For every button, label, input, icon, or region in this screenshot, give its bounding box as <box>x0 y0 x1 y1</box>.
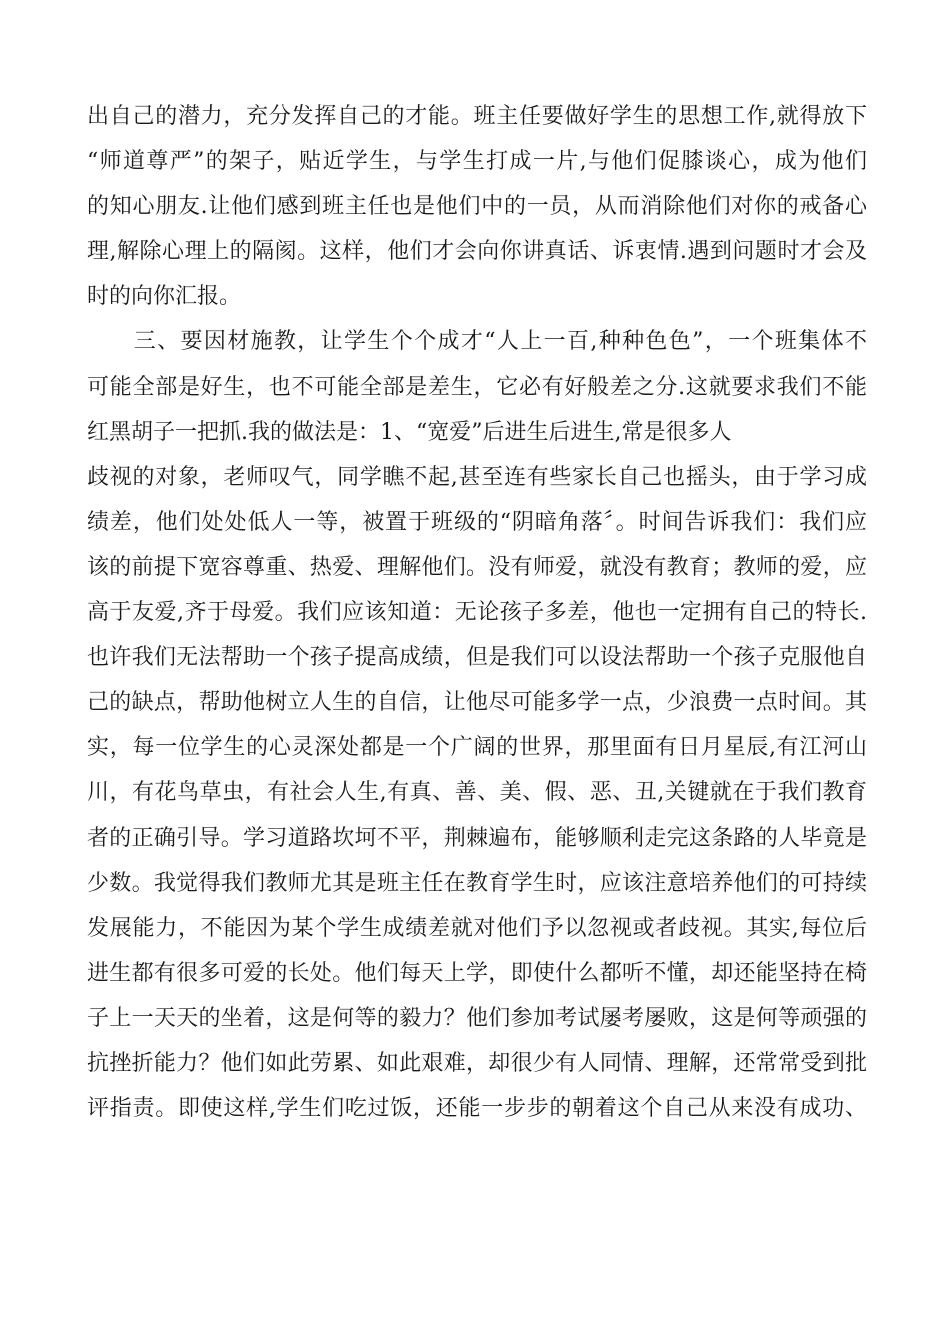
text-line: 也许我们无法帮助一个孩子提高成绩，但是我们可以设法帮助一个孩子克服他自 <box>87 645 867 671</box>
text-line: 理,解除心理上的隔阂。这样，他们才会向你讲真话、诉衷情.遇到问题时才会及 <box>87 239 867 265</box>
text-line: 子上一天天的坐着，这是何等的毅力？他们参加考试屡考屡败，这是何等顽强的 <box>87 1005 867 1031</box>
text-line: 实，每一位学生的心灵深处都是一个广阔的世界，那里面有日月星辰,有江河山 <box>87 735 867 761</box>
text-line: 己的缺点，帮助他树立人生的自信，让他尽可能多学一点，少浪费一点时间。其 <box>87 690 867 716</box>
body-text <box>87 94 867 1131</box>
text-line: 高于友爱,齐于母爱。我们应该知道：无论孩子多差，他也一定拥有自己的特长. <box>87 600 867 626</box>
text-line: 出自己的潜力，充分发挥自己的才能。班主任要做好学生的思想工作,就得放下 <box>87 104 867 129</box>
text-line: 该的前提下宽容尊重、热爱、理解他们。没有师爱，就没有教育；教师的爱，应 <box>87 554 867 580</box>
text-line: 三、要因材施教，让学生个个成才“人上一百,种种色色”，一个班集体不 <box>87 329 867 355</box>
text-line: 进生都有很多可爱的长处。他们每天上学，即使什么都听不懂，却还能坚持在椅 <box>87 960 867 986</box>
text-line: 可能全部是好生，也不可能全部是差生，它必有好般差之分.这就要求我们不能 <box>87 374 867 400</box>
text-line: 者的正确引导。学习道路坎坷不平，荆棘遍布，能够顺利走完这条路的人毕竟是 <box>87 825 867 851</box>
text-line: 川，有花鸟草虫，有社会人生,有真、善、美、假、恶、丑,关键就在于我们教育 <box>87 780 867 806</box>
text-line: 歧视的对象，老师叹气，同学瞧不起,甚至连有些家长自己也摇头，由于学习成 <box>87 464 867 490</box>
text-line: 少数。我觉得我们教师尤其是班主任在教育学生时，应该注意培养他们的可持续 <box>87 870 867 896</box>
text-line: “师道尊严”的架子，贴近学生，与学生打成一片,与他们促膝谈心，成为他们 <box>87 149 867 175</box>
text-line: 红黑胡子一把抓.我的做法是：1、“宽爱”后进生后进生,常是很多人 <box>87 419 732 445</box>
text-line: 评指责。即使这样,学生们吃过饭，还能一步步的朝着这个自己从来没有成功、 <box>87 1096 867 1122</box>
text-line: 时的向你汇报。 <box>87 284 242 310</box>
text-line: 的知心朋友.让他们感到班主任也是他们中的一员，从而消除他们对你的戒备心 <box>87 194 867 220</box>
text-line: 抗挫折能力？他们如此劳累、如此艰难，却很少有人同情、理解，还常常受到批 <box>87 1050 867 1076</box>
text-line: 发展能力，不能因为某个学生成绩差就对他们予以忽视或者歧视。其实,每位后 <box>87 915 867 941</box>
text-line: 绩差，他们处处低人一等，被置于班级的“阴暗角落〞。时间告诉我们：我们应 <box>87 509 867 535</box>
